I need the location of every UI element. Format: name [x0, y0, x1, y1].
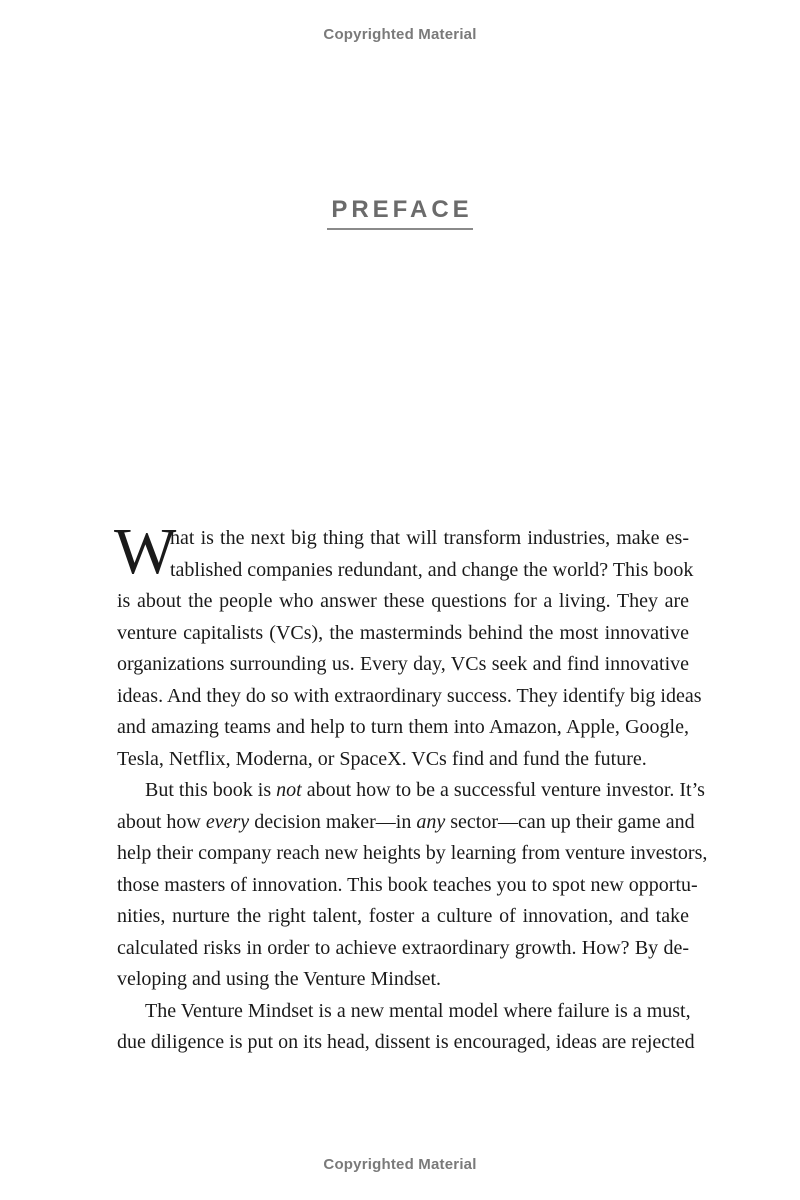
emphasis-text: any [416, 810, 446, 833]
text-run: about how to be a successful venture investor. It’s [301, 779, 705, 801]
text-line: Tesla, Netflix, Moderna, or SpaceX. VCs find and fund the future. [117, 747, 647, 770]
text-line: ideas. And they do so with extraordinary success. They identify big ideas [117, 684, 702, 707]
text-line: venture capitalists (VCs), the masterminds behind the most innovative [117, 621, 689, 644]
text-run: But this book is [145, 779, 277, 801]
text-run: about how [117, 810, 206, 833]
text-line: organizations surrounding us. Every day, VCs seek and find innovative [117, 653, 689, 675]
text-run: sector—can up their game and [445, 810, 695, 833]
copyright-watermark-bottom: Copyrighted Material [323, 1156, 477, 1173]
chapter-title: PREFACE [327, 196, 472, 230]
paragraph-3 [117, 996, 695, 1059]
chapter-heading [0, 196, 800, 230]
text-line: nities, nurture the right talent, foster a culture of innovation, and take [117, 905, 689, 927]
text-line: help their company reach new heights by learning from venture investors, [117, 842, 708, 864]
text-line: due diligence is put on its head, dissent is encouraged, ideas are rejected [117, 1031, 695, 1053]
text-line: tablished companies redundant, and change the world? This book [170, 558, 694, 581]
text-line: The Venture Mindset is a new mental model where failure is a must, [145, 999, 691, 1022]
text-line [117, 807, 695, 839]
body-text [114, 515, 708, 1059]
paragraph-2 [117, 775, 708, 996]
text-line [117, 775, 705, 807]
paragraph-1 [114, 515, 702, 775]
text-line: and amazing teams and help to turn them into Amazon, Apple, Google, [117, 716, 689, 738]
text-line: is about the people who answer these questions for a living. They are [117, 590, 689, 612]
emphasis-text: every [205, 810, 250, 833]
text-line: veloping and using the Venture Mindset. [117, 968, 442, 990]
text-run: decision maker—in [249, 810, 417, 833]
copyright-watermark-top: Copyrighted Material [323, 26, 477, 43]
text-line: hat is the next big thing that will transform industries, make es- [170, 527, 689, 549]
text-line: calculated risks in order to achieve extraordinary growth. How? By de- [117, 936, 689, 959]
text-line: those masters of innovation. This book teaches you to spot new opportu- [117, 873, 698, 896]
emphasis-text: not [276, 779, 302, 801]
drop-cap: W [114, 515, 177, 588]
